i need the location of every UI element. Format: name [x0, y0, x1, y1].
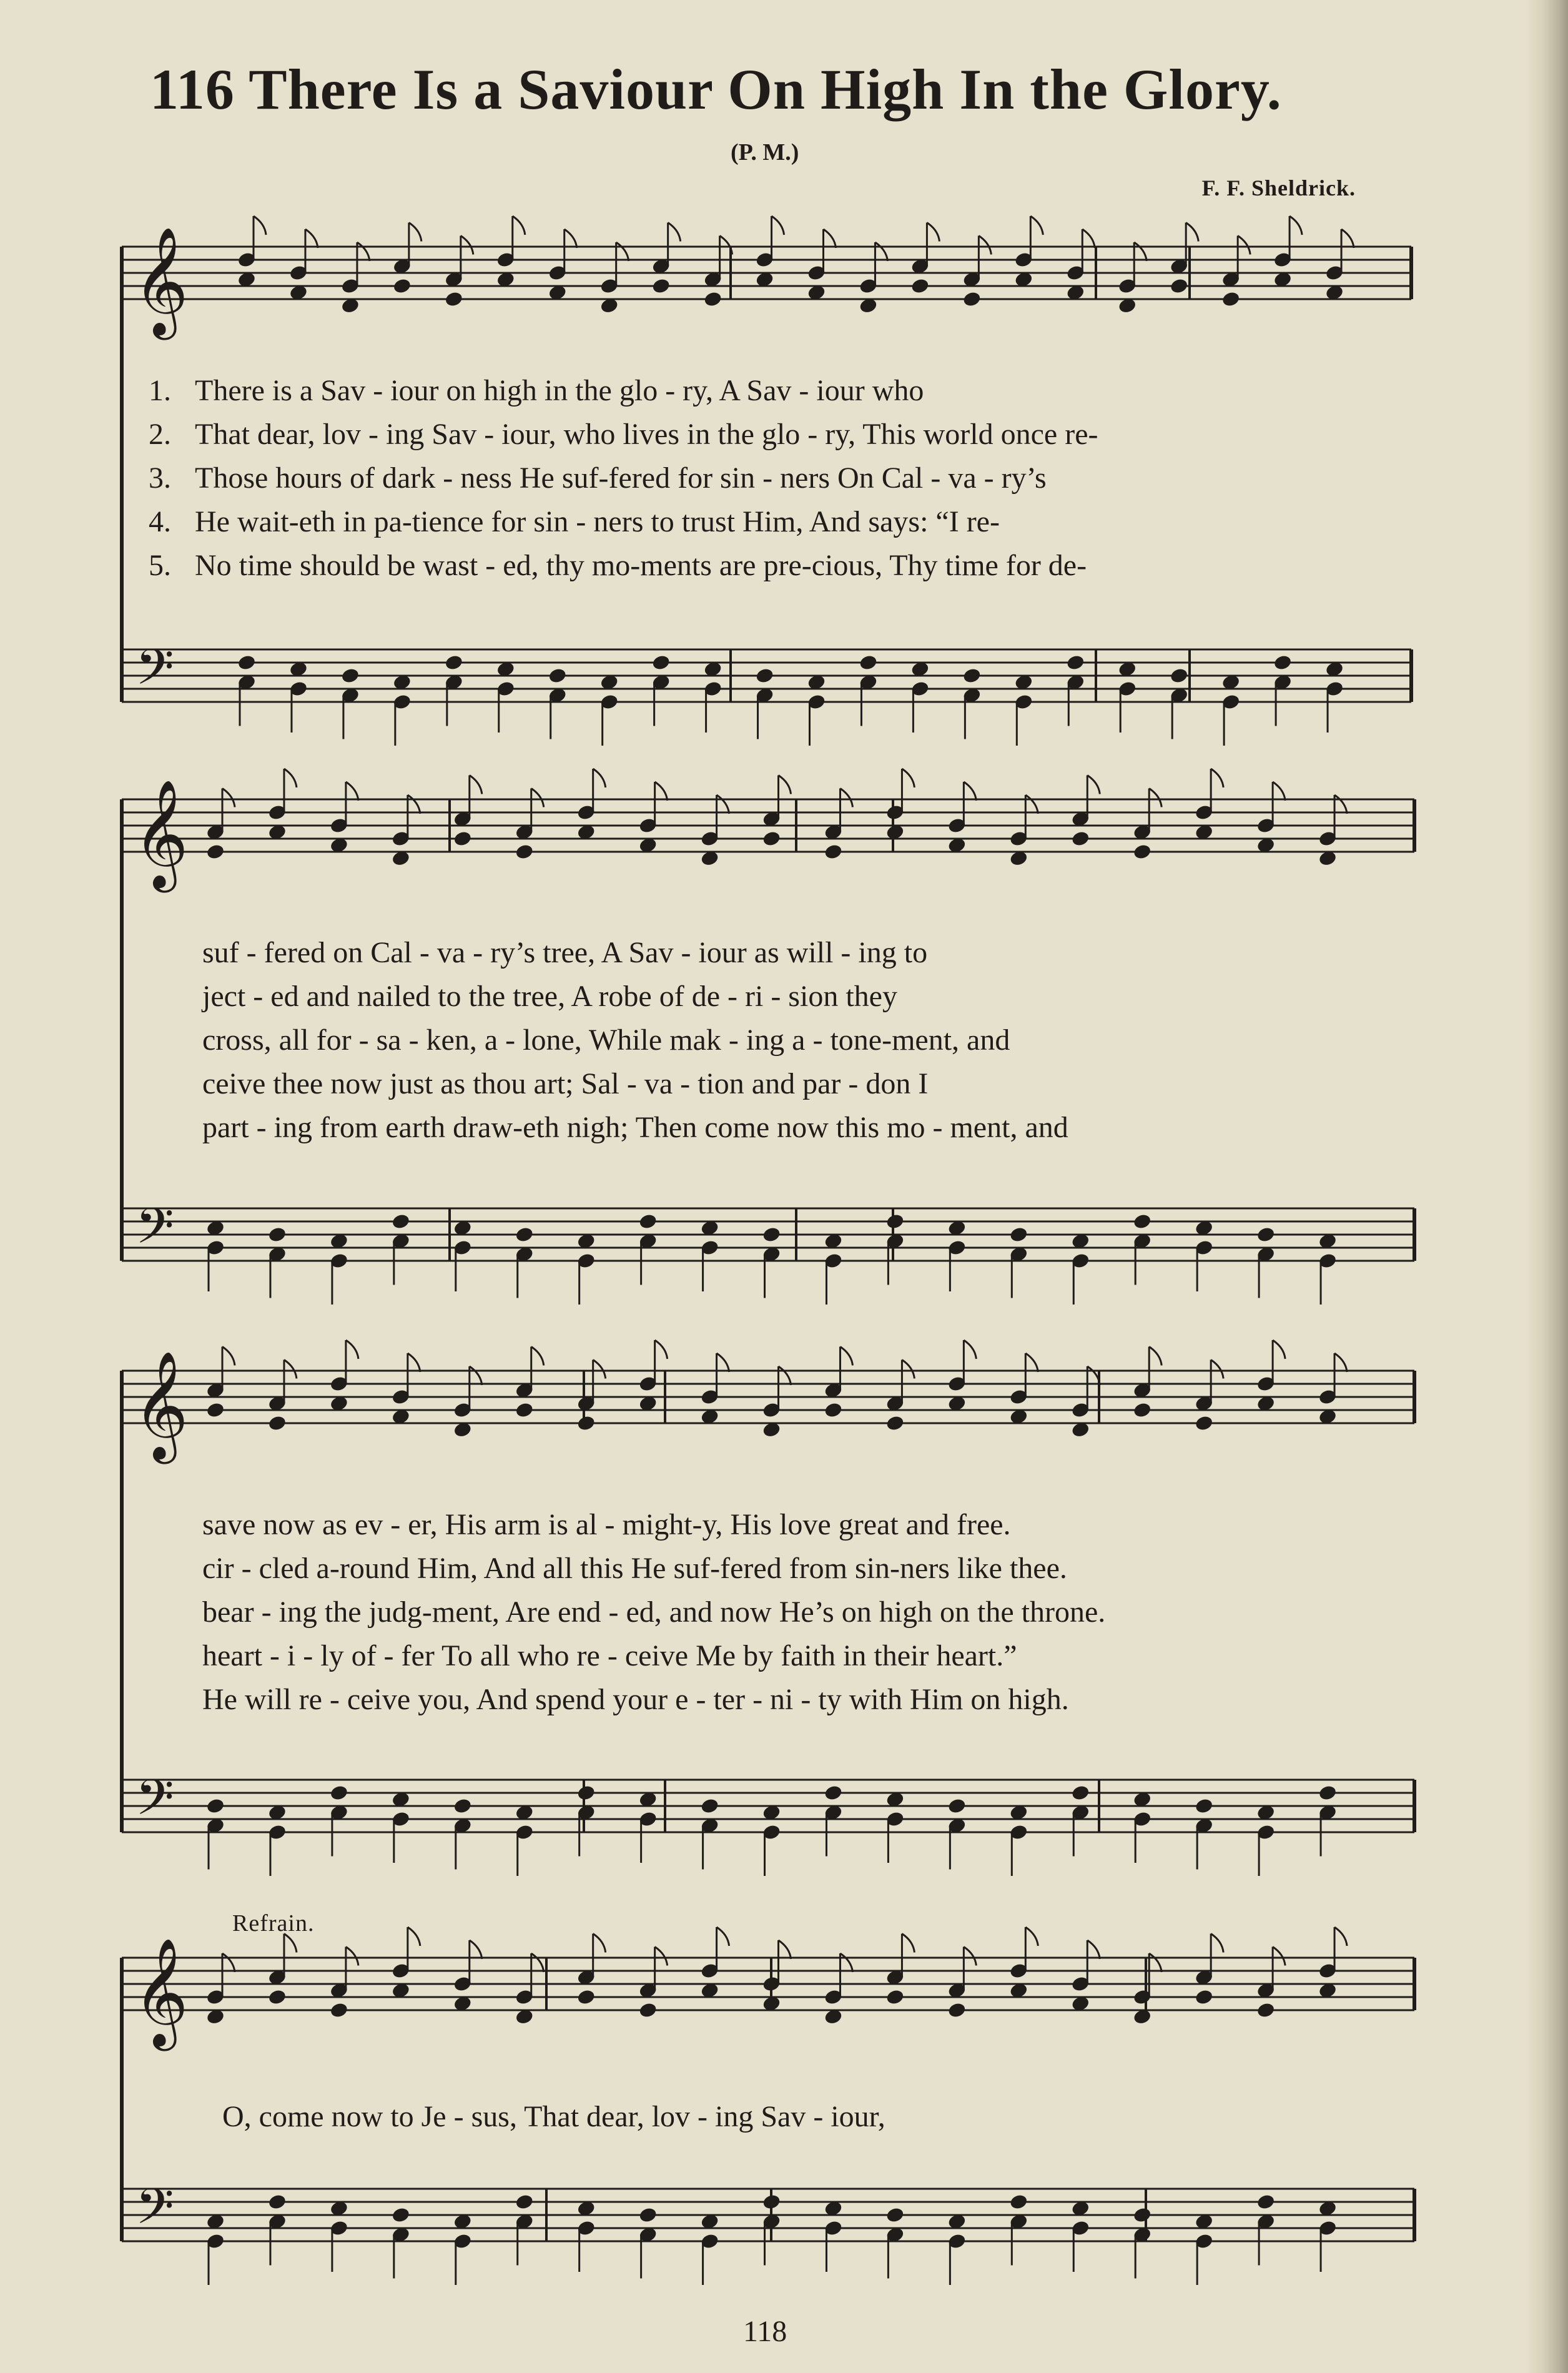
treble-note-head	[1195, 1414, 1214, 1432]
note-flag	[717, 1927, 729, 1946]
note-flag	[593, 769, 606, 787]
bass-note-head	[391, 2206, 410, 2224]
verse-3-line-1: Those hours of dark - ness He suf-fered for sin - ners On Cal - va - ry’s	[195, 461, 1047, 495]
verse-4-line-3: heart - i - ly of - fer To all who re - ceive Me by faith in their heart.”	[202, 1639, 1017, 1672]
treble-note-head	[824, 1401, 843, 1419]
note-flag	[461, 236, 473, 255]
bass-note-head	[205, 1797, 225, 1815]
note-flag	[1087, 1940, 1100, 1959]
note-flag	[593, 1360, 606, 1379]
bass-note-head	[859, 654, 878, 671]
note-flag	[902, 769, 914, 787]
verse-5-line-2: part - ing from earth draw-eth nigh; Then come now this mo - ment, and	[202, 1111, 1068, 1144]
treble-note-head	[824, 843, 843, 861]
note-flag	[470, 1366, 482, 1385]
treble-note-head	[392, 277, 412, 295]
verse-1-line-1: There is a Sav - iour on high in the glo - ry, A Sav - iour who	[195, 374, 924, 407]
note-flag	[1273, 1947, 1285, 1966]
treble-note-head	[205, 1401, 225, 1419]
note-flag	[284, 1360, 297, 1379]
bass-clef: 𝄢	[136, 1769, 174, 1838]
bass-note-head	[453, 1797, 472, 1815]
note-flag	[1334, 795, 1347, 814]
note-flag	[1211, 1934, 1223, 1953]
bass-note-head	[1133, 1213, 1152, 1230]
verse-1-line-3: save now as ev - er, His arm is al - might-y, His love great and free.	[202, 1508, 1011, 1541]
bass-note-head	[391, 1213, 410, 1230]
verse-3-line-2: cross, all for - sa - ken, a - lone, While mak - ing a - tone-ment, and	[202, 1024, 1010, 1057]
note-flag	[655, 1340, 668, 1359]
note-flag	[655, 782, 668, 801]
note-flag	[305, 229, 318, 248]
treble-note-head	[444, 290, 463, 308]
bass-note-head	[1170, 667, 1189, 684]
treble-note-head	[515, 843, 534, 861]
verse-2-line-1: That dear, lov - ing Sav - iour, who lives in the glo - ry, This world once re-	[195, 418, 1098, 451]
bass-note-head	[1066, 654, 1085, 671]
note-flag	[222, 1347, 235, 1366]
meter-marking: (P. M.)	[731, 139, 799, 165]
verse-1-line-2: suf - fered on Cal - va - ry’s tree, A Sav - iour as will - ing to	[202, 936, 928, 969]
note-flag	[1087, 776, 1100, 794]
treble-clef: 𝄞	[133, 227, 189, 335]
treble-note-head	[910, 277, 930, 295]
note-flag	[1082, 229, 1095, 248]
note-flag	[1186, 223, 1198, 242]
note-flag	[1025, 795, 1038, 814]
note-flag	[1341, 229, 1354, 248]
note-flag	[565, 229, 577, 248]
note-flag	[470, 776, 482, 794]
treble-note-head	[1133, 843, 1152, 861]
verse-2-line-2: ject - ed and nailed to the tree, A robe of de - ri - sion they	[202, 980, 897, 1013]
treble-note-head	[1256, 2001, 1275, 2019]
note-flag	[1134, 242, 1146, 261]
verse-3-line-3: bear - ing the judg-ment, Are end - ed, and now He’s on high on the throne.	[202, 1596, 1106, 1629]
note-flag	[531, 789, 544, 807]
note-flag	[668, 223, 681, 242]
note-flag	[902, 1934, 914, 1953]
bass-note-head	[444, 654, 463, 671]
treble-note-head	[1133, 1401, 1152, 1419]
treble-note-head	[947, 2001, 967, 2019]
treble-note-head	[267, 1988, 287, 2006]
treble-note-head	[515, 1401, 534, 1419]
treble-note-head	[885, 1414, 905, 1432]
note-flag	[346, 1947, 358, 1966]
note-flag	[927, 223, 939, 242]
note-flag	[593, 1934, 606, 1953]
note-flag	[964, 1340, 976, 1359]
bass-note-head	[638, 1213, 658, 1230]
treble-note-head	[651, 277, 671, 295]
bass-note-head	[1256, 2193, 1275, 2211]
refrain-label: Refrain.	[232, 1910, 315, 1936]
note-flag	[1238, 236, 1250, 255]
note-flag	[1211, 1360, 1223, 1379]
bass-note-head	[340, 667, 360, 684]
bass-note-head	[885, 1213, 905, 1230]
bass-clef: 𝄢	[136, 2178, 174, 2247]
bass-note-head	[1318, 1784, 1337, 1802]
note-flag	[616, 242, 629, 261]
page-number: 118	[743, 2315, 787, 2348]
note-flag	[1334, 1353, 1347, 1372]
verse-5-line-3: He will re - ceive you, And spend your e - ter - ni - ty with Him on high.	[202, 1683, 1069, 1716]
note-flag	[779, 1940, 791, 1959]
note-flag	[979, 236, 991, 255]
bass-note-head	[762, 1226, 781, 1243]
treble-clef: 𝄞	[133, 779, 189, 888]
bass-note-head	[762, 2193, 781, 2211]
note-flag	[357, 242, 370, 261]
note-flag	[1334, 1927, 1347, 1946]
bass-note-head	[1071, 1784, 1090, 1802]
treble-clef: 𝄞	[133, 1351, 189, 1459]
bass-note-head	[548, 667, 567, 684]
note-flag	[1149, 789, 1161, 807]
note-flag	[772, 216, 784, 235]
verse-4-line-2: ceive thee now just as thou art; Sal - va - tion and par - don I	[202, 1067, 929, 1100]
verse-5-line-1: No time should be wast - ed, thy mo-ments are pre-cious, Thy time for de-	[195, 549, 1087, 582]
treble-note-head	[576, 1988, 596, 2006]
bass-note-head	[1195, 1797, 1214, 1815]
note-flag	[513, 216, 525, 235]
bass-note-head	[700, 1797, 719, 1815]
treble-clef: 𝄞	[133, 1938, 189, 2046]
note-flag	[875, 242, 887, 261]
verse-number: 1.	[149, 374, 171, 407]
note-flag	[284, 769, 297, 787]
treble-note-head	[267, 1414, 287, 1432]
bass-clef: 𝄢	[136, 1197, 174, 1267]
verse-number: 4.	[149, 505, 171, 538]
note-flag	[1149, 1347, 1161, 1366]
treble-note-head	[1195, 1988, 1214, 2006]
bass-note-head	[755, 667, 774, 684]
note-flag	[409, 223, 422, 242]
verse-number: 3.	[149, 461, 171, 495]
treble-note-head	[453, 830, 472, 847]
note-flag	[1273, 1340, 1285, 1359]
treble-note-head	[962, 290, 982, 308]
treble-note-head	[576, 1414, 596, 1432]
verse-2-line-3: cir - cled a-round Him, And all this He suf-fered from sin-ners like thee.	[202, 1552, 1067, 1585]
note-flag	[408, 795, 420, 814]
bass-note-head	[267, 1226, 287, 1243]
note-flag	[1211, 769, 1223, 787]
bass-note-head	[576, 1784, 596, 1802]
note-flag	[902, 1360, 914, 1379]
note-flag	[1149, 1953, 1161, 1972]
verse-number: 5.	[149, 549, 171, 582]
verse-4-line-1: He wait-eth in pa-tience for sin - ners to trust Him, And says: “I re-	[195, 505, 1000, 538]
note-flag	[779, 776, 791, 794]
bass-note-head	[1009, 2193, 1028, 2211]
note-flag	[1025, 1353, 1038, 1372]
treble-note-head	[762, 830, 781, 847]
bass-note-head	[267, 2193, 287, 2211]
note-flag	[824, 229, 836, 248]
bass-note-head	[651, 654, 671, 671]
bass-note-head	[1133, 2206, 1152, 2224]
bass-note-head	[515, 2193, 534, 2211]
treble-note-head	[1071, 830, 1090, 847]
bass-note-head	[947, 1797, 967, 1815]
refrain-lyrics: O, come now to Je - sus, That dear, lov - ing Sav - iour,	[222, 2100, 885, 2133]
bass-clef: 𝄢	[136, 638, 174, 708]
note-flag	[470, 1940, 482, 1959]
treble-note-head	[1221, 290, 1241, 308]
note-flag	[222, 1953, 235, 1972]
verse-number: 2.	[149, 418, 171, 451]
note-flag	[840, 789, 852, 807]
note-flag	[1273, 782, 1285, 801]
treble-note-head	[703, 290, 722, 308]
note-flag	[840, 1347, 852, 1366]
bass-note-head	[1256, 1226, 1275, 1243]
note-flag	[346, 1340, 358, 1359]
note-flag	[655, 1947, 668, 1966]
note-flag	[840, 1953, 852, 1972]
bass-note-head	[962, 667, 982, 684]
note-flag	[1030, 216, 1043, 235]
bass-note-head	[329, 1784, 348, 1802]
composer-credit: F. F. Sheldrick.	[1201, 175, 1356, 200]
bass-note-head	[638, 2206, 658, 2224]
bass-note-head	[885, 2206, 905, 2224]
note-flag	[408, 1353, 420, 1372]
note-flag	[254, 216, 266, 235]
bass-note-head	[824, 1784, 843, 1802]
note-flag	[222, 789, 235, 807]
treble-note-head	[205, 843, 225, 861]
note-flag	[717, 795, 729, 814]
note-flag	[779, 1366, 791, 1385]
note-flag	[717, 1353, 729, 1372]
note-flag	[531, 1347, 544, 1366]
hymn-title: 116 There Is a Saviour On High In the Glory.	[150, 57, 1282, 121]
note-flag	[531, 1953, 544, 1972]
note-flag	[1025, 1927, 1038, 1946]
note-flag	[1289, 216, 1302, 235]
bass-note-head	[515, 1226, 534, 1243]
treble-note-head	[329, 2001, 348, 2019]
note-flag	[964, 782, 976, 801]
bass-note-head	[1009, 1226, 1028, 1243]
note-flag	[346, 782, 358, 801]
treble-note-head	[638, 2001, 658, 2019]
treble-note-head	[1170, 277, 1189, 295]
treble-note-head	[885, 1988, 905, 2006]
bass-note-head	[1273, 654, 1292, 671]
note-flag	[964, 1947, 976, 1966]
note-flag	[408, 1927, 420, 1946]
bass-note-head	[237, 654, 256, 671]
